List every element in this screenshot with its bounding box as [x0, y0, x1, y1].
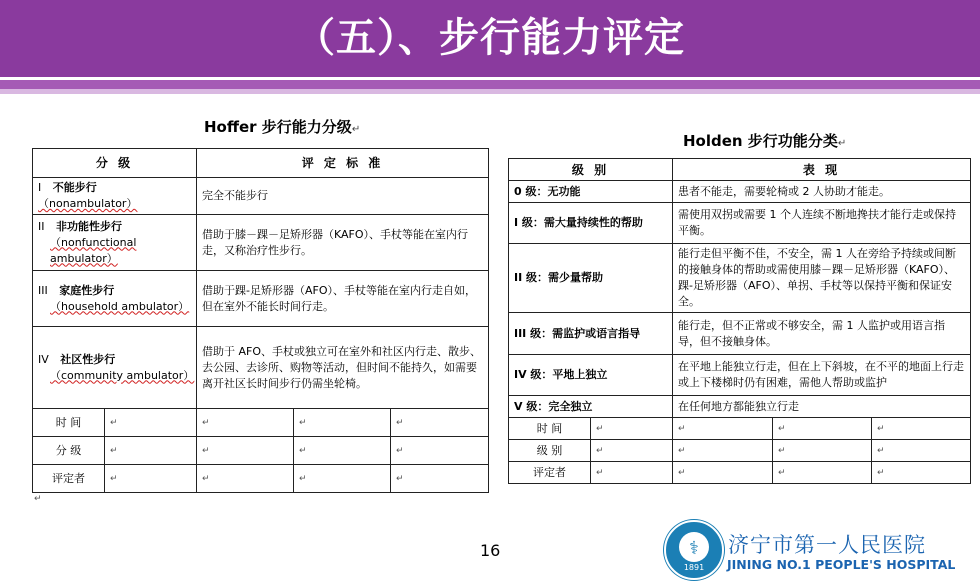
blank-cell: ↵	[872, 440, 971, 462]
blank-cell: ↵	[773, 440, 872, 462]
blank-cell: ↵	[105, 409, 197, 437]
blank-cell: ↵	[105, 465, 197, 493]
footer-label: 评定者	[509, 462, 591, 484]
level-cell: II 级：需少量帮助	[509, 244, 673, 313]
criteria-cell: 借助于 AFO、手杖或独立可在室外和社区内行走、散步、去公园、去诊所、购物等活动，但时间不能持久，如需要离开社区长时间步行仍需坐轮椅。	[197, 327, 489, 409]
desc-cell: 能行走，但不正常或不够安全，需 1 人监护或用语言指导，但不接触身体。	[673, 313, 971, 355]
header-cell: 级 别	[509, 159, 673, 181]
criteria-cell: 借助于膝－踝－足矫形器（KAFO）、手杖等能在室内行走，又称治疗性步行。	[197, 215, 489, 271]
blank-cell: ↵	[673, 418, 773, 440]
hospital-logo	[664, 520, 724, 580]
desc-cell: 患者不能走，需要轮椅或 2 人协助才能走。	[673, 181, 971, 203]
hoffer-title: Hoffer 步行能力分级↵	[204, 118, 361, 136]
desc-cell: 在平地上能独立行走，但在上下斜坡，在不平的地面上行走或上下楼梯时仍有困难，需他人帮助或监护	[673, 355, 971, 396]
header-cell: 分 级	[33, 149, 197, 178]
blank-cell: ↵	[105, 437, 197, 465]
desc-cell: 在任何地方都能独立行走	[673, 396, 971, 418]
blank-cell: ↵	[773, 462, 872, 484]
paragraph-mark: ↵	[34, 494, 42, 504]
hospital-name-en: JINING NO.1 PEOPLE'S HOSPITAL	[727, 557, 956, 572]
blank-cell: ↵	[197, 409, 294, 437]
footer-label: 级 别	[509, 440, 591, 462]
blank-cell: ↵	[391, 465, 489, 493]
blank-cell: ↵	[773, 418, 872, 440]
level-cell: 0 级：无功能	[509, 181, 673, 203]
blank-cell: ↵	[591, 440, 673, 462]
footer-label: 分 级	[33, 437, 105, 465]
divider-band-light	[0, 89, 980, 94]
blank-cell: ↵	[391, 437, 489, 465]
hoffer-table	[32, 148, 489, 493]
header-cell: 表 现	[673, 159, 971, 181]
blank-cell: ↵	[591, 418, 673, 440]
caduceus-icon: ⚕	[689, 538, 699, 559]
blank-cell: ↵	[591, 462, 673, 484]
blank-cell: ↵	[294, 409, 391, 437]
divider-band	[0, 80, 980, 89]
blank-cell: ↵	[872, 462, 971, 484]
level-cell: I 级：需大量持续性的帮助	[509, 203, 673, 244]
hospital-name-cn: 济宁市第一人民医院	[728, 533, 926, 557]
level-cell: III 级：需监护或语言指导	[509, 313, 673, 355]
blank-cell: ↵	[294, 465, 391, 493]
holden-table	[508, 158, 971, 484]
blank-cell: ↵	[197, 437, 294, 465]
desc-cell: 需使用双拐或需要 1 个人连续不断地搀扶才能行走或保持平衡。	[673, 203, 971, 244]
blank-cell: ↵	[197, 465, 294, 493]
holden-title: Holden 步行功能分类↵	[683, 132, 847, 150]
criteria-cell: 借助于踝-足矫形器（AFO）、手杖等能在室内行走自如，但在室外不能长时间行走。	[197, 271, 489, 327]
blank-cell: ↵	[391, 409, 489, 437]
blank-cell: ↵	[872, 418, 971, 440]
grade-cell: III 家庭性步行 （household ambulator）	[33, 271, 197, 327]
logo-year: 1891	[683, 563, 705, 572]
blank-cell: ↵	[673, 462, 773, 484]
footer-label: 评定者	[33, 465, 105, 493]
footer-label: 时 间	[33, 409, 105, 437]
page-number: 16	[480, 541, 501, 560]
slide-title: （五）、步行能力评定	[295, 15, 685, 61]
grade-cell: I 不能步行（nonambulator）	[33, 178, 197, 215]
footer-label: 时 间	[509, 418, 591, 440]
blank-cell: ↵	[673, 440, 773, 462]
grade-cell: II 非功能性步行 （nonfunctional ambulator）	[33, 215, 197, 271]
blank-cell: ↵	[294, 437, 391, 465]
grade-cell: IV 社区性步行 （community ambulator）	[33, 327, 197, 409]
criteria-cell: 完全不能步行	[197, 178, 489, 215]
level-cell: IV 级：平地上独立	[509, 355, 673, 396]
level-cell: V 级：完全独立	[509, 396, 673, 418]
desc-cell: 能行走但平衡不佳，不安全，需 1 人在旁给予持续或间断的接触身体的帮助或需使用膝－踝－足矫形器（KAFO）、踝-足矫形器（AFO）、单拐、手杖等以保持平衡和保证安全。	[673, 244, 971, 313]
header-cell: 评 定 标 准	[197, 149, 489, 178]
